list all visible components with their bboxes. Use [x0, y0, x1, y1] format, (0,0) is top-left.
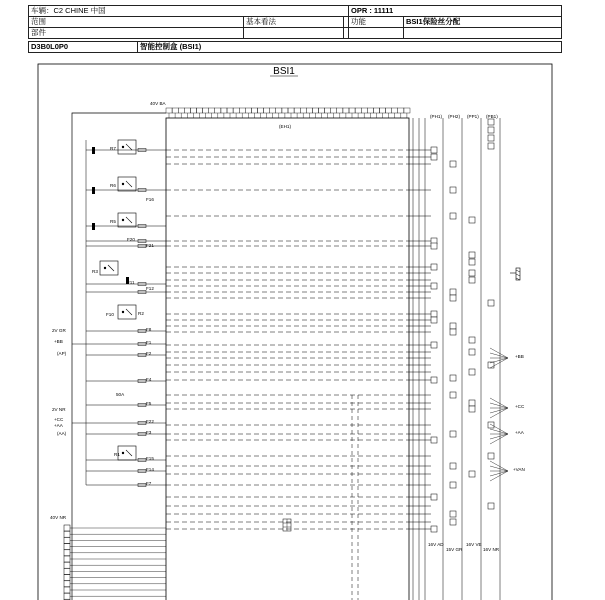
relay-r1-label: R1 — [114, 452, 120, 457]
output-fan-line — [490, 471, 508, 481]
connector-pb1: (PB1) — [486, 114, 498, 119]
bottom-label-16v-ad: 16V AD — [428, 542, 444, 547]
connector-pin-box — [469, 349, 475, 355]
connector-pin-box — [450, 323, 456, 329]
connector-pin-box — [431, 377, 437, 383]
fuse-f15-label: F15 — [146, 456, 154, 461]
dashed-wires-group — [166, 150, 409, 600]
relay-r6-label: R6 — [110, 183, 116, 188]
bottom-pin-box — [64, 531, 70, 537]
connector-pin-box — [431, 243, 437, 249]
fuse-f1-label: F1 — [146, 340, 152, 345]
connector-pin-box — [469, 277, 475, 283]
pin-box — [282, 108, 288, 113]
pin-box — [233, 108, 239, 113]
connector-pin-box — [450, 511, 456, 517]
connector-pin-box — [450, 289, 456, 295]
pin-box — [215, 108, 221, 113]
relay-box — [118, 446, 136, 460]
relay-box — [118, 177, 136, 191]
pin-box — [270, 108, 276, 113]
relay-box — [118, 305, 136, 319]
connector-pin-box — [488, 143, 494, 149]
pin-box — [380, 108, 386, 113]
fuse-f16-label: F16 — [146, 197, 154, 202]
pin-box — [373, 108, 379, 113]
bottom-pin-box — [64, 562, 70, 568]
connector-pin-box — [469, 337, 475, 343]
top-connector-label: 40V BA — [150, 101, 166, 106]
relay-switch — [126, 309, 132, 315]
pin-box — [258, 108, 264, 113]
pin-box — [209, 108, 215, 113]
pin-box — [227, 108, 233, 113]
connector-pin-box — [450, 213, 456, 219]
output-van: +VAN — [513, 467, 525, 472]
connector-pin-box — [450, 392, 456, 398]
pin-box — [197, 108, 203, 113]
pin-box — [288, 108, 294, 113]
fuse-f14-label: F14 — [146, 467, 154, 472]
ground-symbol — [510, 268, 520, 280]
left-pin-aa-conn: (AA) — [57, 431, 67, 436]
pin-box — [349, 108, 355, 113]
connector-pin-box — [469, 217, 475, 223]
connector-pin-box — [488, 453, 494, 459]
relay-contact — [122, 183, 124, 185]
relay-contact — [122, 146, 124, 148]
output-fan-line — [490, 429, 508, 434]
connector-pin-box — [431, 437, 437, 443]
connector-pin-box — [488, 135, 494, 141]
function-value: BSI1保险丝分配 — [404, 17, 562, 28]
pin-box — [251, 108, 257, 113]
connector-pin-box — [431, 264, 437, 270]
bsi-inner-box — [166, 118, 409, 600]
bottom-pin-box — [64, 593, 70, 599]
fuse-f5-label: F5 — [146, 401, 152, 406]
relay-r2-label: R2 — [138, 311, 144, 316]
opr-cell: OPR : 11111 — [349, 6, 562, 17]
pin-box — [343, 108, 349, 113]
diagram-title: BSI1 — [273, 66, 295, 77]
bottom-label-15v-gr: 15V GR — [446, 547, 463, 552]
output-fan-line — [490, 408, 508, 413]
pin-box — [294, 108, 300, 113]
connector-ph2: (PH2) — [448, 114, 460, 119]
left-pin-aa: +AA — [54, 423, 63, 428]
left-pin-bb: +BB — [54, 339, 63, 344]
pin-box — [306, 108, 312, 113]
output-bb: +BB — [515, 354, 524, 359]
connector-pin-box — [450, 463, 456, 469]
connector-pp1: (PP1) — [467, 114, 479, 119]
pin-box — [203, 108, 209, 113]
relay-switch — [126, 450, 132, 456]
component-name: 智能控制盒 (BSI1) — [138, 42, 562, 53]
connector-pin-box — [469, 369, 475, 375]
pin-box — [404, 108, 410, 113]
output-fan-line — [490, 471, 508, 476]
connector-pin-box — [450, 187, 456, 193]
output-fan-line — [490, 424, 508, 434]
connector-pin-box — [469, 252, 475, 258]
pin-box — [276, 108, 282, 113]
fuse-f8-label: F8 — [146, 327, 152, 332]
fuse-f7-label: F7 — [146, 481, 152, 486]
output-fan-line — [490, 353, 508, 358]
relay-box — [118, 140, 136, 154]
connector-pin-box — [469, 471, 475, 477]
connector-terminal — [92, 187, 95, 194]
bottom-pin-box — [64, 556, 70, 562]
connector-pin-box — [431, 342, 437, 348]
connector-pin-box — [450, 295, 456, 301]
connector-ph1: (PH1) — [430, 114, 442, 119]
left-pin-ap: (AP) — [57, 351, 67, 356]
fuse-f10-label: F10 — [106, 312, 114, 317]
left-pin-cc: +CC — [54, 417, 64, 422]
pin-box — [264, 108, 270, 113]
connector-pin-box — [431, 317, 437, 323]
connector-pin-box — [469, 270, 475, 276]
connector-pin-box — [469, 400, 475, 406]
connector-pin-box — [488, 422, 494, 428]
relay-r5-label: R5 — [110, 219, 116, 224]
left-connector-2vgr: 2V GR — [52, 328, 66, 333]
inner-connector-label: (EH1) — [279, 124, 291, 129]
bottom-pin-box — [64, 575, 70, 581]
relay-switch — [126, 144, 132, 150]
fuse-f11-label: F11 — [127, 280, 135, 285]
connector-pin-box — [431, 283, 437, 289]
fuse-f20-label: F20 — [127, 237, 135, 242]
pin-box — [190, 108, 196, 113]
connector-pin-box — [450, 482, 456, 488]
relay-contact — [122, 311, 124, 313]
fuse-f2-label: F2 — [146, 351, 152, 356]
bottom-pin-box — [64, 544, 70, 550]
connector-pin-box — [431, 526, 437, 532]
pin-box — [300, 108, 306, 113]
connector-pin-box — [450, 375, 456, 381]
connector-pin-box — [450, 329, 456, 335]
relay-switch — [108, 265, 114, 271]
connector-pin-box — [488, 119, 494, 125]
pin-box — [355, 108, 361, 113]
pin-box — [312, 108, 318, 113]
pin-box — [221, 108, 227, 113]
components-group — [64, 140, 146, 600]
bottom-label-16v-ve: 16V VE — [466, 542, 482, 547]
relay-r3-label: R3 — [92, 269, 98, 274]
output-fan-line — [490, 461, 508, 471]
connector-pin-box — [431, 494, 437, 500]
connector-terminal — [92, 147, 95, 154]
top-pin-strip — [166, 108, 410, 118]
relay-r7-label: R7 — [110, 146, 116, 151]
connector-pin-box — [488, 127, 494, 133]
output-fan-line — [490, 403, 508, 408]
bottom-pin-box — [64, 525, 70, 531]
bottom-label-16v-nr: 16V NR — [483, 547, 500, 552]
output-cc: +CC — [515, 404, 525, 409]
relay-contact — [122, 219, 124, 221]
function-label: 功能 — [349, 17, 404, 28]
connector-pin-box — [469, 259, 475, 265]
output-fan-line — [490, 398, 508, 408]
output-aa: +AA — [515, 430, 524, 435]
pin-box — [325, 108, 331, 113]
bottom-pin-box — [64, 581, 70, 587]
scope-label: 范围 — [29, 17, 244, 28]
output-fan-line — [490, 358, 508, 363]
pin-box — [166, 108, 172, 113]
connector-pin-box — [469, 406, 475, 412]
relay-box — [100, 261, 118, 275]
fuse-f4-label: F4 — [146, 377, 152, 382]
fuse-f22-label: F22 — [146, 419, 154, 424]
fuse-f12-label: F12 — [146, 286, 154, 291]
output-fan-line — [490, 466, 508, 471]
connector-pin-box — [450, 519, 456, 525]
pin-box — [319, 108, 325, 113]
output-fan-line — [490, 434, 508, 444]
wires-group — [70, 118, 508, 600]
relay-contact — [122, 452, 124, 454]
output-fan-line — [490, 348, 508, 358]
bottom-pin-box — [64, 587, 70, 593]
bottom-pin-box — [64, 537, 70, 543]
pin-box — [367, 108, 373, 113]
fuse-f3-label: F3 — [146, 430, 152, 435]
pin-box — [337, 108, 343, 113]
connector-pin-box — [488, 300, 494, 306]
pin-box — [172, 108, 178, 113]
vehicle-cell: 车辆：C2 CHINE 中国 — [29, 6, 349, 17]
relay-switch — [126, 181, 132, 187]
pin-box — [239, 108, 245, 113]
view-label: 基本看法 — [244, 17, 344, 28]
part-label: 部件 — [29, 28, 244, 39]
pin-box — [331, 108, 337, 113]
big-fuse-label: 50A — [116, 392, 125, 397]
relay-switch — [126, 217, 132, 223]
connector-pin-box — [431, 311, 437, 317]
component-code: D3B0L0P0 — [29, 42, 138, 53]
output-fan-line — [490, 408, 508, 418]
pin-box — [178, 108, 184, 113]
connector-pin-box — [488, 503, 494, 509]
left-connector-2vnr: 2V NR — [52, 407, 66, 412]
pin-box — [398, 108, 404, 113]
bottom-pin-box — [64, 550, 70, 556]
connector-pin-box — [431, 147, 437, 153]
relay-contact — [104, 267, 106, 269]
connector-pin-box — [431, 154, 437, 160]
pin-box — [245, 108, 251, 113]
pin-box — [392, 108, 398, 113]
connector-pin-box — [450, 431, 456, 437]
pin-box — [386, 108, 392, 113]
output-fan-line — [490, 434, 508, 439]
fuse-f21-label: F21 — [146, 243, 154, 248]
relay-box — [118, 213, 136, 227]
connector-pin-box — [450, 161, 456, 167]
pin-box — [184, 108, 190, 113]
bottom-pin-box — [64, 568, 70, 574]
left-connector-40vnr: 40V NR — [50, 515, 67, 520]
pin-box — [361, 108, 367, 113]
connector-terminal — [92, 223, 95, 230]
